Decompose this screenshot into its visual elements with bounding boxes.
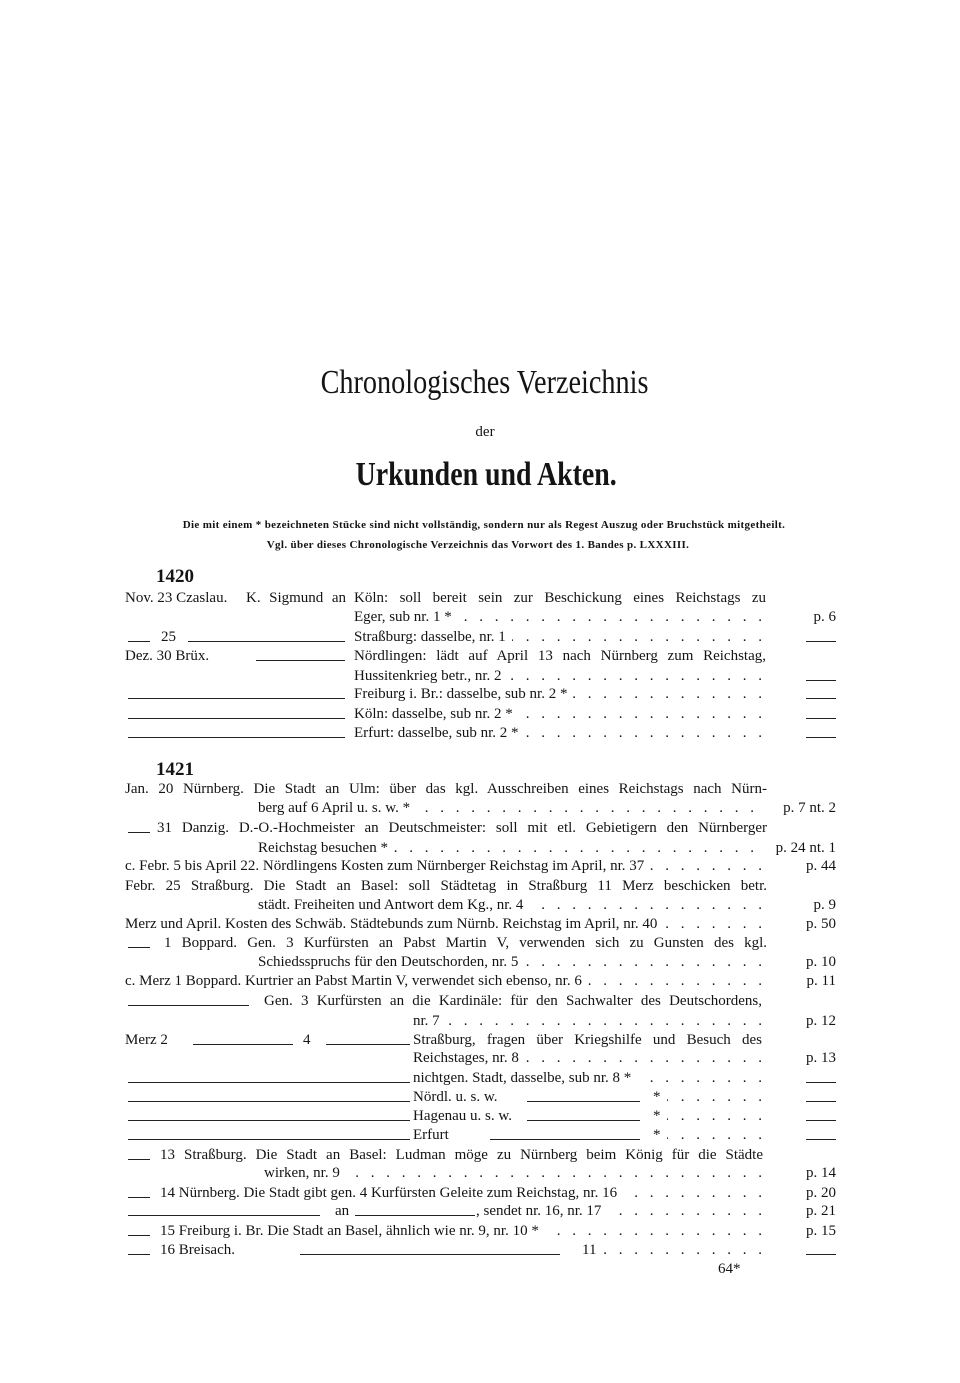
entry-body xyxy=(476,1201,766,1221)
entry-text: c. Febr. 5 bis April 22. Nördlingens Kosten zum Nürnberger Reichstag im April, nr. 37 xyxy=(125,858,645,874)
entry-text: , sendet nr. 16, nr. 17 xyxy=(476,1203,602,1219)
ditto-rule xyxy=(128,1139,410,1140)
entry-line xyxy=(0,723,960,743)
dot-leader xyxy=(507,666,766,686)
entry-body xyxy=(125,914,766,934)
page-reference: p. 13 xyxy=(806,1050,836,1066)
dot-leader xyxy=(667,1106,767,1126)
page-ditto-rule xyxy=(806,680,836,681)
dot-leader xyxy=(607,1201,766,1221)
entry-line xyxy=(0,1011,960,1031)
dot-leader xyxy=(512,627,766,647)
entry-text: Freiburg i. Br.: dasselbe, sub nr. 2 * xyxy=(354,686,568,702)
entry-sender: K. Sigmund an xyxy=(246,590,346,606)
entry-text: Gen. 3 Kurfürsten an die Kardinäle: für den Sachwalter des Deutschordens, xyxy=(264,993,762,1009)
entry-mark xyxy=(653,1087,766,1107)
page-reference: p. 50 xyxy=(806,916,836,932)
page-ditto-rule xyxy=(806,737,836,738)
asterisk-mark: * xyxy=(653,1127,661,1143)
ditto-rule xyxy=(355,1215,475,1216)
entry-line xyxy=(0,1183,960,1203)
entry-text: Straßburg, fragen über Kriegshilfe und Besuch des xyxy=(413,1032,762,1048)
dot-leader xyxy=(346,1163,766,1183)
entry-line xyxy=(0,646,960,666)
entry-body xyxy=(354,723,766,743)
entry-mark xyxy=(653,1106,766,1126)
entry-body xyxy=(354,704,766,724)
entry-text: Nördl. u. s. w. xyxy=(413,1089,498,1105)
entry-line xyxy=(0,1145,960,1165)
page-reference: p. 6 xyxy=(813,609,836,625)
entry-text: Köln: dasselbe, sub nr. 2 * xyxy=(354,706,513,722)
entry-line xyxy=(0,1087,960,1107)
entry-text: Jan. 20 Nürnberg. Die Stadt an Ulm: über das kgl. Ausschreiben eines Reichstags nach Nürn- xyxy=(125,781,767,797)
entry-line xyxy=(0,991,960,1011)
entry-text: Schiedsspruchs für den Deutschorden, nr. 5 xyxy=(258,954,519,970)
ditto-rule xyxy=(128,1215,320,1216)
ditto-rule xyxy=(128,1235,150,1236)
page-reference: p. 14 xyxy=(806,1165,836,1181)
entry-line xyxy=(0,1048,960,1068)
ditto-rule xyxy=(128,1254,150,1255)
entry-body xyxy=(160,1183,766,1203)
entry-line xyxy=(0,856,960,876)
entry-body xyxy=(413,1068,766,1088)
entry-day: 4 xyxy=(303,1032,311,1048)
dot-leader xyxy=(394,838,758,858)
entry-text: Köln: soll bereit sein zur Beschickung eines Reichstags zu xyxy=(354,590,766,606)
ditto-rule xyxy=(193,1044,293,1045)
entry-day: 25 xyxy=(161,629,176,645)
entry-line xyxy=(0,607,960,627)
ditto-rule xyxy=(300,1254,560,1255)
entry-text: Reichstages, nr. 8 xyxy=(413,1050,519,1066)
title-connector: der xyxy=(475,424,495,440)
page-title: Chronologisches Verzeichnis xyxy=(321,364,649,401)
entry-body xyxy=(125,856,766,876)
entry-line xyxy=(0,1030,960,1050)
ditto-rule xyxy=(128,737,345,738)
ditto-rule xyxy=(128,718,345,719)
dot-leader xyxy=(637,1068,766,1088)
dot-leader xyxy=(667,1087,767,1107)
entry-text: Erfurt: dasselbe, sub nr. 2 * xyxy=(354,725,519,741)
page-reference: p. 44 xyxy=(806,858,836,874)
ditto-rule xyxy=(128,1197,150,1198)
ditto-rule xyxy=(128,1082,410,1083)
entry-text: 13 Straßburg. Die Stadt an Basel: Ludman möge zu Nürnberg beim König für die Städte xyxy=(160,1147,763,1163)
ditto-rule xyxy=(326,1044,410,1045)
entry-text: Hagenau u. s. w. xyxy=(413,1108,513,1124)
asterisk-mark: * xyxy=(653,1108,661,1124)
entry-line xyxy=(0,627,960,647)
dot-leader xyxy=(524,952,766,972)
dot-leader xyxy=(416,798,758,818)
page-reference: p. 21 xyxy=(806,1203,836,1219)
entry-continuation xyxy=(354,607,766,627)
dot-leader xyxy=(525,723,766,743)
entry-line xyxy=(0,1106,960,1126)
entry-text: Eger, sub nr. 1 * xyxy=(354,609,452,625)
page-reference: p. 12 xyxy=(806,1013,836,1029)
entry-text: Straßburg: dasselbe, nr. 1 xyxy=(354,629,506,645)
dot-leader xyxy=(602,1240,766,1260)
dot-leader xyxy=(588,971,766,991)
entry-line xyxy=(0,838,960,858)
dot-leader xyxy=(525,1048,766,1068)
entry-line xyxy=(0,1221,960,1241)
ditto-rule xyxy=(128,1120,410,1121)
entry-text: Hussitenkrieg betr., nr. 2 xyxy=(354,668,502,684)
page-ditto-rule xyxy=(806,1254,836,1255)
entry-date: Merz 2 xyxy=(125,1032,168,1048)
entry-line xyxy=(0,876,960,896)
ditto-rule xyxy=(490,1139,640,1140)
entry-text: Nördlingen: lädt auf April 13 nach Nürnberg zum Reichstag, xyxy=(354,648,766,664)
ditto-rule xyxy=(128,832,150,833)
page-subtitle: Urkunden und Akten. xyxy=(355,456,617,493)
entry-line xyxy=(0,1201,960,1221)
entry-line xyxy=(0,952,960,972)
entry-line xyxy=(0,914,960,934)
entry-line xyxy=(0,588,960,608)
entry-line xyxy=(0,818,960,838)
entry-continuation xyxy=(413,1011,766,1031)
entry-number: 11 xyxy=(582,1242,597,1258)
entry-text: 14 Nürnberg. Die Stadt gibt gen. 4 Kurfürsten Geleite zum Reichstag, nr. 16 xyxy=(160,1185,618,1201)
dot-leader xyxy=(623,1183,766,1203)
entry-line xyxy=(0,666,960,686)
entry-body xyxy=(354,627,766,647)
dot-leader xyxy=(663,914,766,934)
ditto-rule xyxy=(128,1005,249,1006)
entry-text: 16 Breisach. xyxy=(160,1242,235,1258)
entry-text: 15 Freiburg i. Br. Die Stadt an Basel, ähnlich wie nr. 9, nr. 10 * xyxy=(160,1223,539,1239)
entry-text: 31 Danzig. D.-O.-Hochmeister an Deutschmeister: soll mit etl. Gebietigern den Nürnberger xyxy=(157,820,767,836)
entry-text: berg auf 6 April u. s. w. * xyxy=(258,800,411,816)
page-reference: p. 11 xyxy=(806,973,836,989)
entry-word: an xyxy=(335,1203,350,1219)
dot-leader xyxy=(519,704,766,724)
entry-line xyxy=(0,684,960,704)
subtitle-block xyxy=(12,454,960,496)
title-block xyxy=(10,362,960,404)
dot-leader xyxy=(446,1011,766,1031)
entry-text: wirken, nr. 9 xyxy=(264,1165,340,1181)
footer-line xyxy=(0,1259,960,1279)
entry-text: nr. 7 xyxy=(413,1013,440,1029)
page-reference: p. 24 nt. 1 xyxy=(775,840,836,856)
page-reference: p. 20 xyxy=(806,1185,836,1201)
ditto-rule xyxy=(128,1101,410,1102)
page-ditto-rule xyxy=(806,718,836,719)
page-ditto-rule xyxy=(806,641,836,642)
page-reference: p. 9 xyxy=(813,897,836,913)
entry-line xyxy=(0,1068,960,1088)
entry-line xyxy=(0,779,960,799)
entry-text: Merz und April. Kosten des Schwäb. Städtebunds zum Nürnb. Reichstag im April, nr. 40 xyxy=(125,916,658,932)
entry-text: Reichstag besuchen * xyxy=(258,840,388,856)
ditto-rule xyxy=(527,1120,640,1121)
entry-date: Dez. 30 Brüx. xyxy=(125,648,210,664)
entry-date: Nov. 23 Czaslau. xyxy=(125,590,228,606)
entry-line xyxy=(0,704,960,724)
page-reference: p. 7 nt. 2 xyxy=(783,800,836,816)
page-ditto-rule xyxy=(806,698,836,699)
dot-leader xyxy=(458,607,766,627)
entry-text: c. Merz 1 Boppard. Kurtrier an Pabst Martin V, verwendet sich ebenso, nr. 6 xyxy=(125,973,582,989)
entry-continuation xyxy=(258,838,758,858)
entry-continuation xyxy=(264,1163,766,1183)
entry-text: Erfurt xyxy=(413,1127,449,1143)
entry-mark xyxy=(653,1125,766,1145)
page-reference: p. 10 xyxy=(806,954,836,970)
entry-body xyxy=(160,1221,766,1241)
ditto-rule xyxy=(188,641,345,642)
dot-leader xyxy=(529,895,766,915)
dot-leader xyxy=(667,1125,767,1145)
year-heading-1420: 1420 xyxy=(156,566,194,587)
dot-leader xyxy=(573,684,766,704)
entry-text: Febr. 25 Straßburg. Die Stadt an Basel: soll Städtetag in Straßburg 11 Merz beschicken betr. xyxy=(125,878,767,894)
editorial-note-line-1: Die mit einem * bezeichneten Stücke sind nicht vollständig, sondern nur als Regest Auszug oder Bruchstück mitgetheilt. xyxy=(182,519,786,531)
entry-body xyxy=(354,684,766,704)
page-ditto-rule xyxy=(806,1139,836,1140)
page-ditto-rule xyxy=(806,1082,836,1083)
entry-line xyxy=(0,895,960,915)
page-number: 64* xyxy=(718,1261,741,1277)
asterisk-mark: * xyxy=(653,1089,661,1105)
page-ditto-rule xyxy=(806,1120,836,1121)
entry-body xyxy=(125,971,766,991)
ditto-rule xyxy=(128,947,150,948)
entry-text: nichtgen. Stadt, dasselbe, sub nr. 8 * xyxy=(413,1070,632,1086)
ditto-rule xyxy=(256,660,345,661)
entry-line xyxy=(0,798,960,818)
entry-line xyxy=(0,1163,960,1183)
entry-continuation xyxy=(354,666,766,686)
year-heading-1421: 1421 xyxy=(156,759,194,780)
entry-line xyxy=(0,971,960,991)
page-reference: p. 15 xyxy=(806,1223,836,1239)
ditto-rule xyxy=(128,641,150,642)
entry-continuation xyxy=(413,1048,766,1068)
entry-continuation xyxy=(258,798,758,818)
ditto-rule xyxy=(128,698,345,699)
entry-line xyxy=(0,1240,960,1260)
entry-text: städt. Freiheiten und Antwort dem Kg., nr. 4 xyxy=(258,897,524,913)
entry-body xyxy=(582,1240,766,1260)
entry-continuation xyxy=(258,952,766,972)
page-ditto-rule xyxy=(806,1101,836,1102)
dot-leader xyxy=(650,856,766,876)
ditto-rule xyxy=(527,1101,640,1102)
entry-line xyxy=(0,933,960,953)
entry-line xyxy=(0,1125,960,1145)
ditto-rule xyxy=(128,1159,150,1160)
dot-leader xyxy=(545,1221,766,1241)
entry-text: 1 Boppard. Gen. 3 Kurfürsten an Pabst Martin V, verwenden sich zu Gunsten des kgl. xyxy=(164,935,767,951)
entry-continuation xyxy=(258,895,766,915)
editorial-note-line-2: Vgl. über dieses Chronologische Verzeichnis das Vorwort des 1. Bandes p. LXXXIII. xyxy=(266,539,690,551)
